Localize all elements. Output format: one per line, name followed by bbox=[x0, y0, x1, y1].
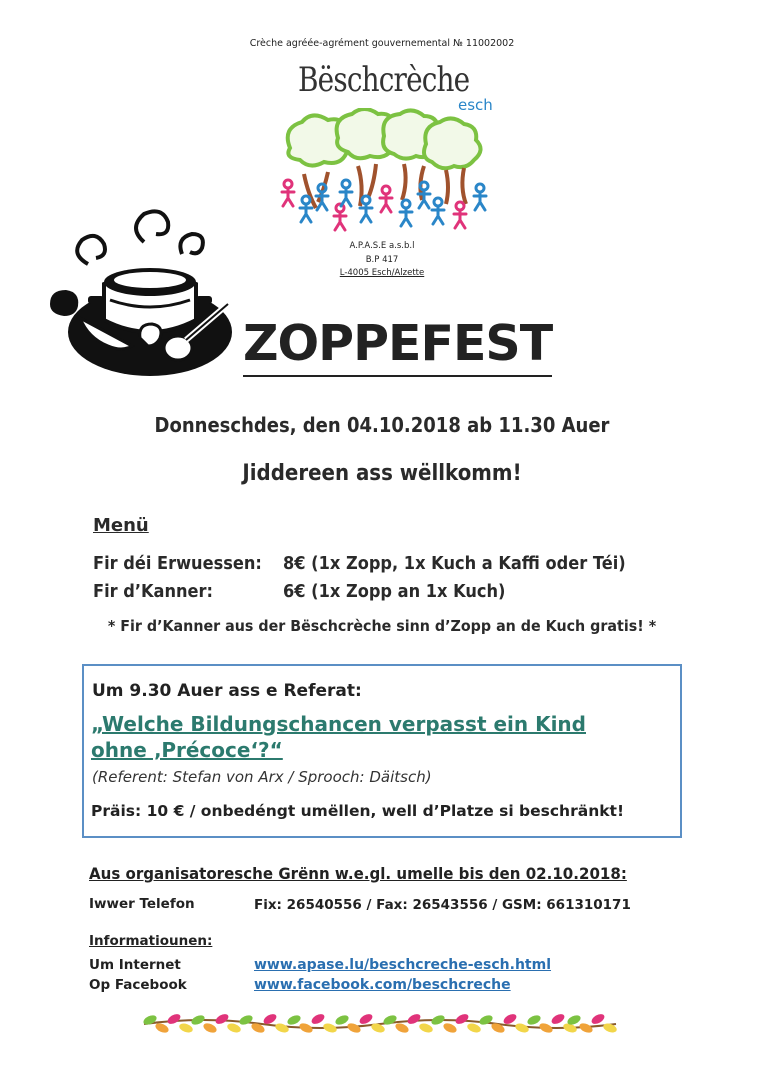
tree-children-logo-icon bbox=[276, 108, 506, 238]
address-line-2: B.P 417 bbox=[365, 255, 399, 265]
menu-child-label: Fir d’Kanner: bbox=[93, 581, 214, 602]
logo-suffix: esch bbox=[458, 96, 493, 114]
lecture-speaker: (Referent: Stefan von Arx / Sprooch: Däitsch) bbox=[92, 768, 432, 786]
internet-link[interactable]: www.apase.lu/beschcreche-esch.html bbox=[254, 957, 552, 973]
facebook-link[interactable]: www.facebook.com/beschcreche bbox=[254, 977, 511, 993]
phone-label: Iwwer Telefon bbox=[89, 896, 195, 912]
internet-label: Um Internet bbox=[89, 957, 181, 973]
soup-pot-illustration-icon bbox=[40, 204, 240, 379]
lecture-title-line-2: ohne ‚Précoce‘?“ bbox=[91, 738, 283, 762]
event-date: Donneschdes, den 04.10.2018 ab 11.30 Auer bbox=[154, 413, 610, 437]
address-line-1: A.P.A.S.E a.s.b.l bbox=[349, 241, 415, 251]
info-heading: Informatiounen: bbox=[89, 933, 213, 949]
facebook-label: Op Facebook bbox=[89, 977, 187, 993]
lecture-heading: Um 9.30 Auer ass e Referat: bbox=[92, 681, 362, 701]
phone-value: Fix: 26540556 / Fax: 26543556 / GSM: 661310171 bbox=[254, 897, 631, 913]
menu-heading: Menü bbox=[93, 515, 149, 536]
lecture-price: Präis: 10 € / onbedéngt umëllen, well d’Platze si beschränkt! bbox=[91, 802, 625, 820]
menu-adult-label: Fir déi Erwuessen: bbox=[93, 553, 262, 574]
menu-child-price: 6€ (1x Zopp an 1x Kuch) bbox=[283, 581, 506, 602]
leaf-garland-icon bbox=[140, 1010, 620, 1038]
menu-adult-price: 8€ (1x Zopp, 1x Kuch a Kaffi oder Téi) bbox=[283, 553, 626, 574]
logo-name: Bëschcrèche bbox=[298, 60, 470, 100]
registration-heading: Aus organisatoresche Grënn w.e.gl. umelle bis den 02.10.2018: bbox=[89, 864, 627, 883]
address-line-3: L-4005 Esch/Alzette bbox=[339, 268, 425, 278]
lecture-title-line-1: „Welche Bildungschancen verpasst ein Kind bbox=[91, 712, 586, 736]
event-title: ZOPPEFEST bbox=[243, 315, 552, 377]
welcome-text: Jiddereen ass wëllkomm! bbox=[242, 461, 522, 486]
menu-note: * Fir d’Kanner aus der Bëschcrèche sinn d’Zopp an de Kuch gratis! * bbox=[107, 617, 657, 635]
agrement-line: Crèche agréée-agrément gouvernemental № 11002002 bbox=[249, 38, 515, 49]
